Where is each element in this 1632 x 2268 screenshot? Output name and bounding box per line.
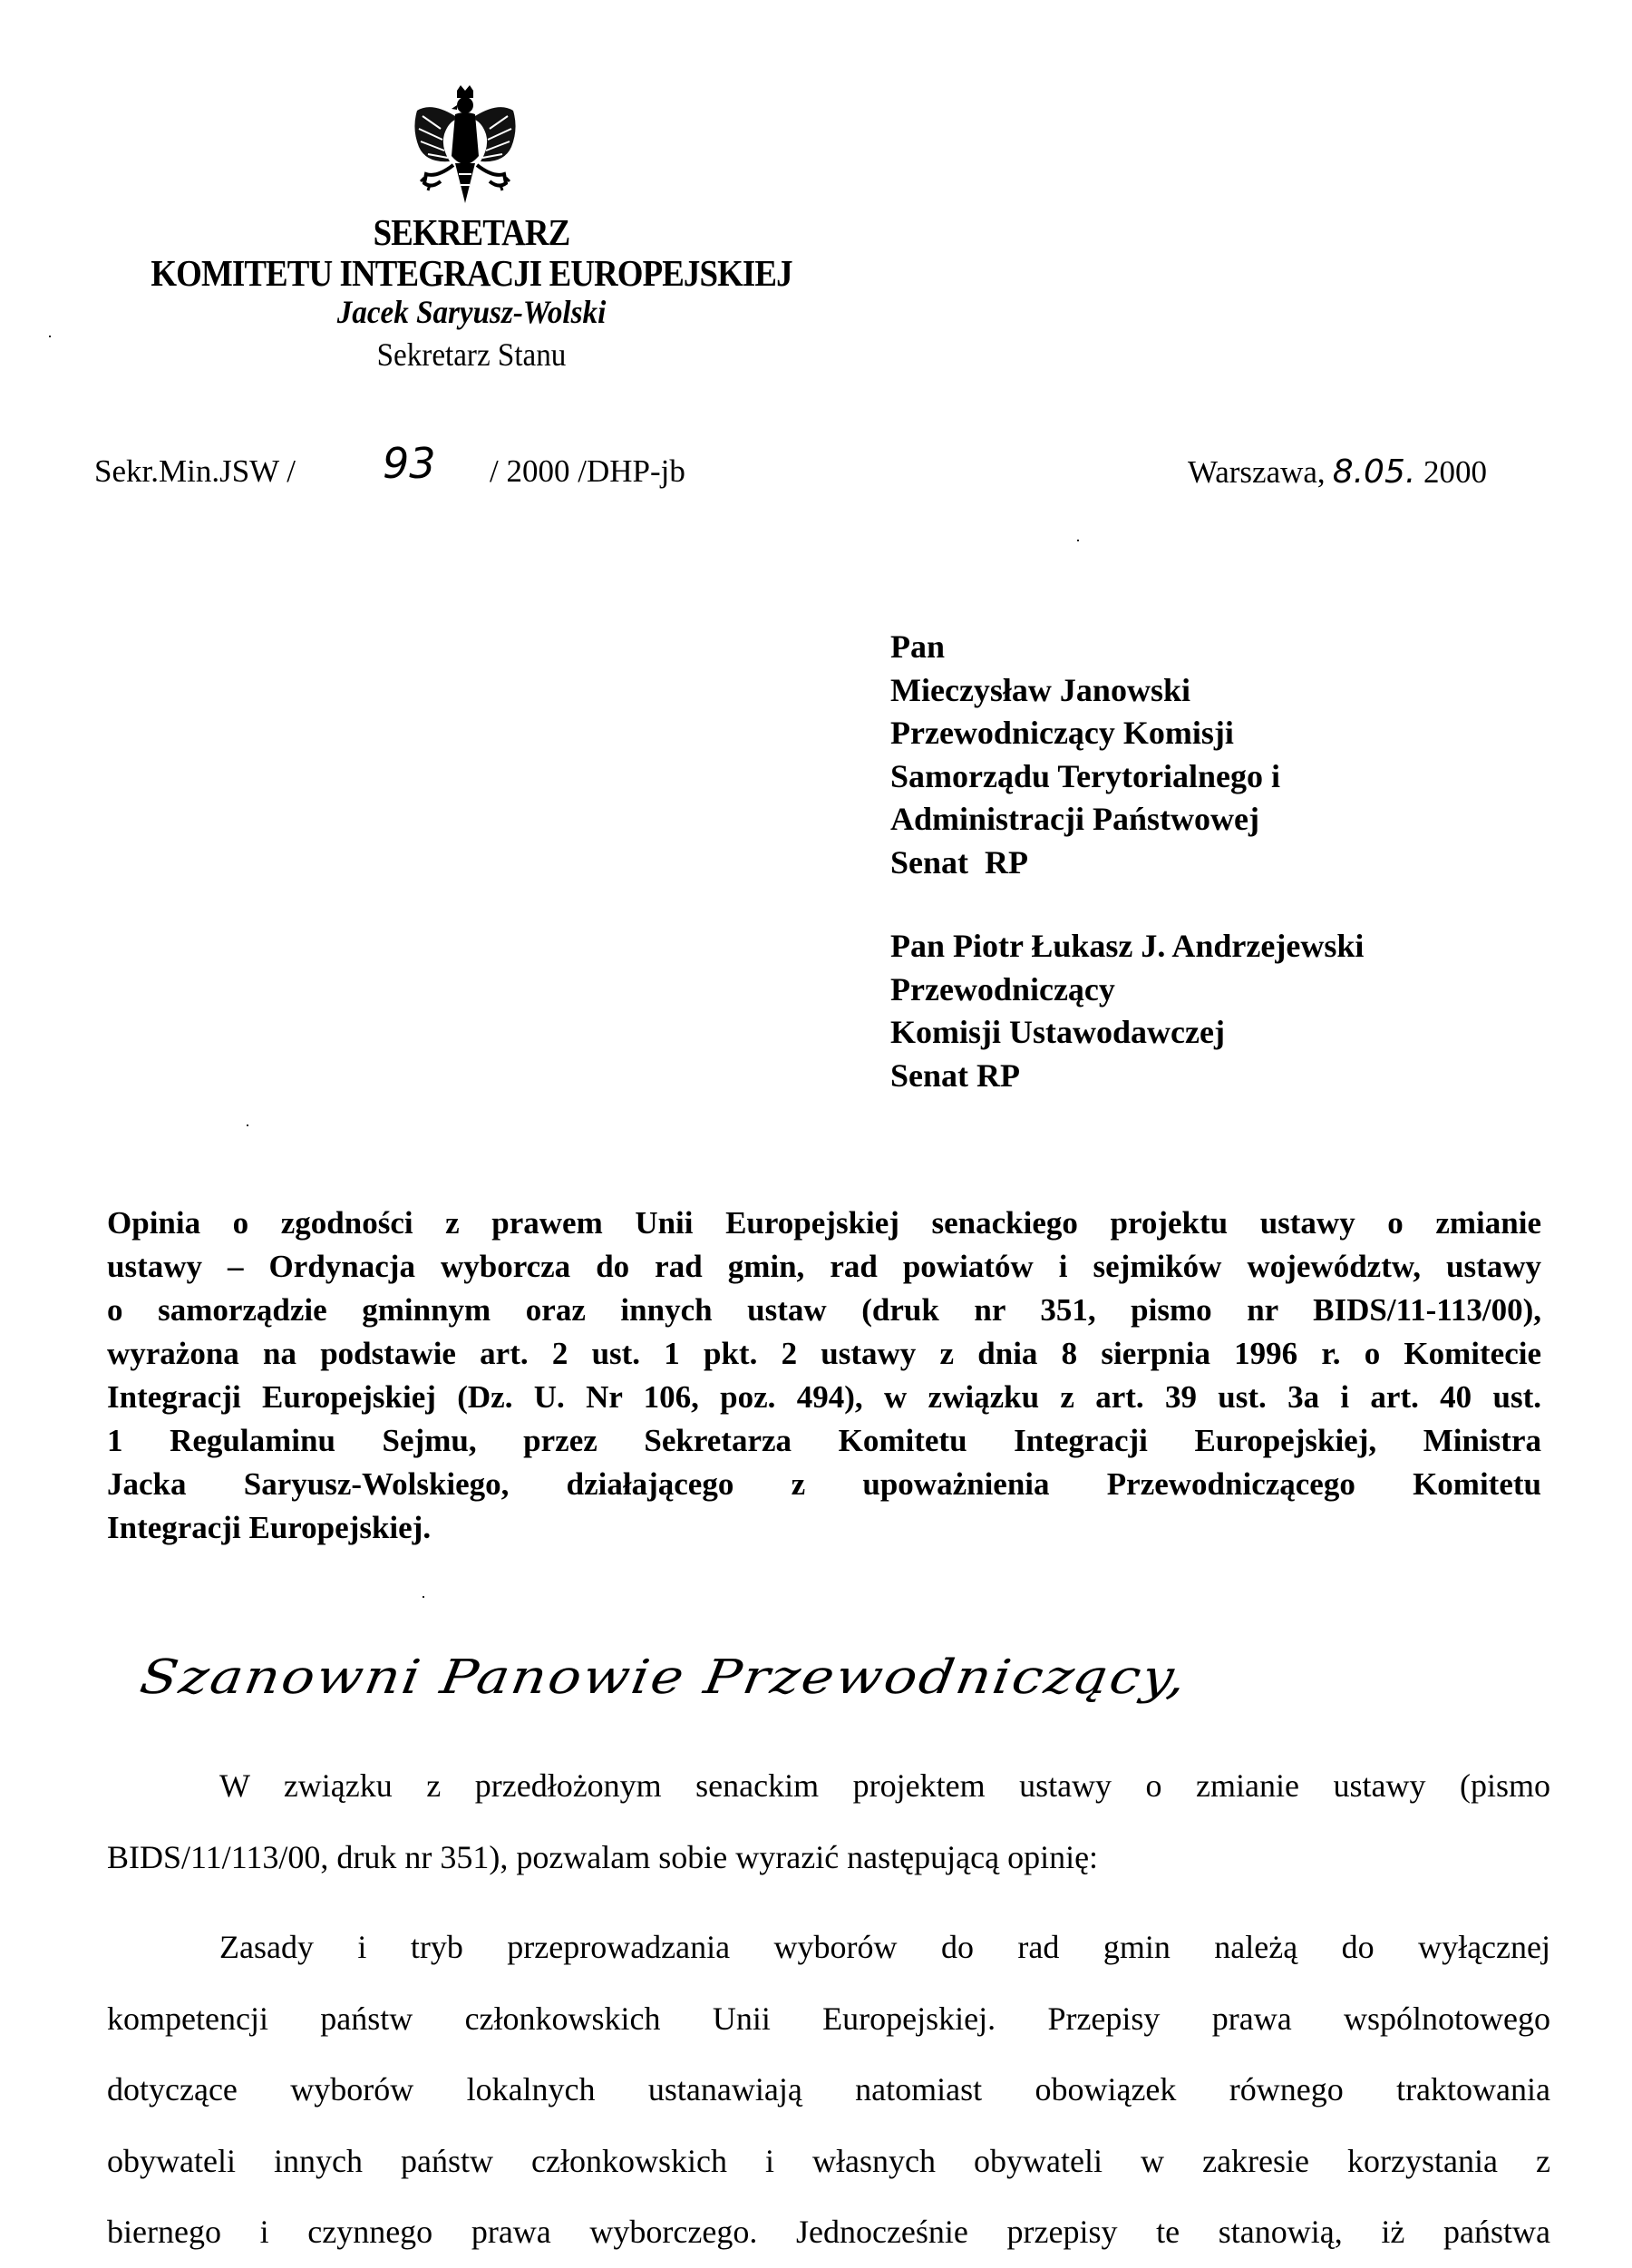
addressee-line: Pan Piotr Łukasz J. Andrzejewski [890,928,1365,964]
subject-line: Jacka Saryusz-Wolskiego, działającego z upoważnienia Przewodniczącego Komitetu [107,1466,1541,1502]
date-handwritten: 8.05. [1332,453,1416,491]
subject-line: Integracji Europejskiej (Dz. U. Nr 106, poz. 494), w związku z art. 39 ust. 3a i art. 40 ust. [107,1379,1541,1415]
addressee-block-2 [890,925,1364,1097]
addressee-line: Mieczysław Janowski [890,671,1190,708]
scan-speck [1077,540,1079,541]
body-line: dotyczące wyborów lokalnych ustanawiają natomiast obowiązek równego traktowania [107,2071,1550,2107]
reference-number-handwritten: 93 [383,439,436,488]
subject-line: Opinia o zgodności z prawem Unii Europejskiej senackiego projektu ustawy o zmianie [107,1205,1541,1241]
polish-eagle-emblem-icon [404,83,526,219]
addressee-line: Przewodniczący [890,970,1115,1007]
subject-line: 1 Regulaminu Sejmu, przez Sekretarza Komitetu Integracji Europejskiej, Ministra [107,1423,1541,1458]
letterhead-person-role: Sekretarz Stanu [376,336,567,373]
subject-line: wyrażona na podstawie art. 2 ust. 1 pkt. 2 ustawy z dnia 8 sierpnia 1996 r. o Komitecie [107,1336,1541,1371]
addressee-line: Komisji Ustawodawczej [890,1014,1225,1050]
scan-speck [49,336,51,337]
body-paragraph-2 [107,1912,1550,2268]
body-line: kompetencji państw członkowskich Unii Europejskiej. Przepisy prawa wspólnotowego [107,2000,1550,2037]
place-and-date [1188,453,1487,491]
body-line: Zasady i tryb przeprowadzania wyborów do rad gmin należą do wyłącznej [219,1929,1550,1965]
addressee-line: Przewodniczący Komisji [890,715,1234,751]
letterhead-person-name: Jacek Saryusz-Wolski [336,294,607,330]
place-name: Warszawa, [1188,454,1326,490]
letterhead-title: SEKRETARZ [373,211,570,253]
subject-line: o samorządzie gminnym oraz innych ustaw (druk nr 351, pismo nr BIDS/11-113/00), [107,1292,1541,1328]
addressee-line: Administracji Państwowej [890,801,1259,837]
handwritten-salutation: Szanowni Panowie Przewodniczący, [136,1650,1192,1705]
reference-prefix: Sekr.Min.JSW / [94,453,296,489]
subject-line: ustawy – Ordynacja wyborcza do rad gmin, rad powiatów i sejmików województw, ustawy [107,1249,1541,1284]
addressee-line: Pan [890,628,946,665]
addressee-line: Samorządu Terytorialnego i [890,757,1280,794]
subject-line: Integracji Europejskiej. [107,1510,432,1545]
subject-paragraph [107,1202,1541,1550]
reference-suffix: / 2000 /DHP-jb [490,453,685,489]
scan-speck [247,1124,248,1126]
body-line: biernego i czynnego prawa wyborczego. Jednocześnie przepisy te stanowią, iż państwa [107,2214,1550,2250]
letterhead-organization: KOMITETU INTEGRACJI EUROPEJSKIEJ [151,252,792,294]
body-paragraph-1 [107,1750,1550,1893]
addressee-line: Senat RP [890,843,1028,881]
body-line: obywateli innych państw członkowskich i własnych obywateli w zakresie korzystania z [107,2142,1550,2179]
body-line: W związku z przedłożonym senackim projektem ustawy o zmianie ustawy (pismo [219,1767,1550,1804]
addressee-block-1 [890,626,1280,884]
addressee-line: Senat RP [890,1056,1020,1094]
date-year: 2000 [1423,454,1488,490]
body-line: BIDS/11/113/00, druk nr 351), pozwalam sobie wyrazić następującą opinię: [107,1838,1099,1875]
scan-speck [423,1596,424,1598]
